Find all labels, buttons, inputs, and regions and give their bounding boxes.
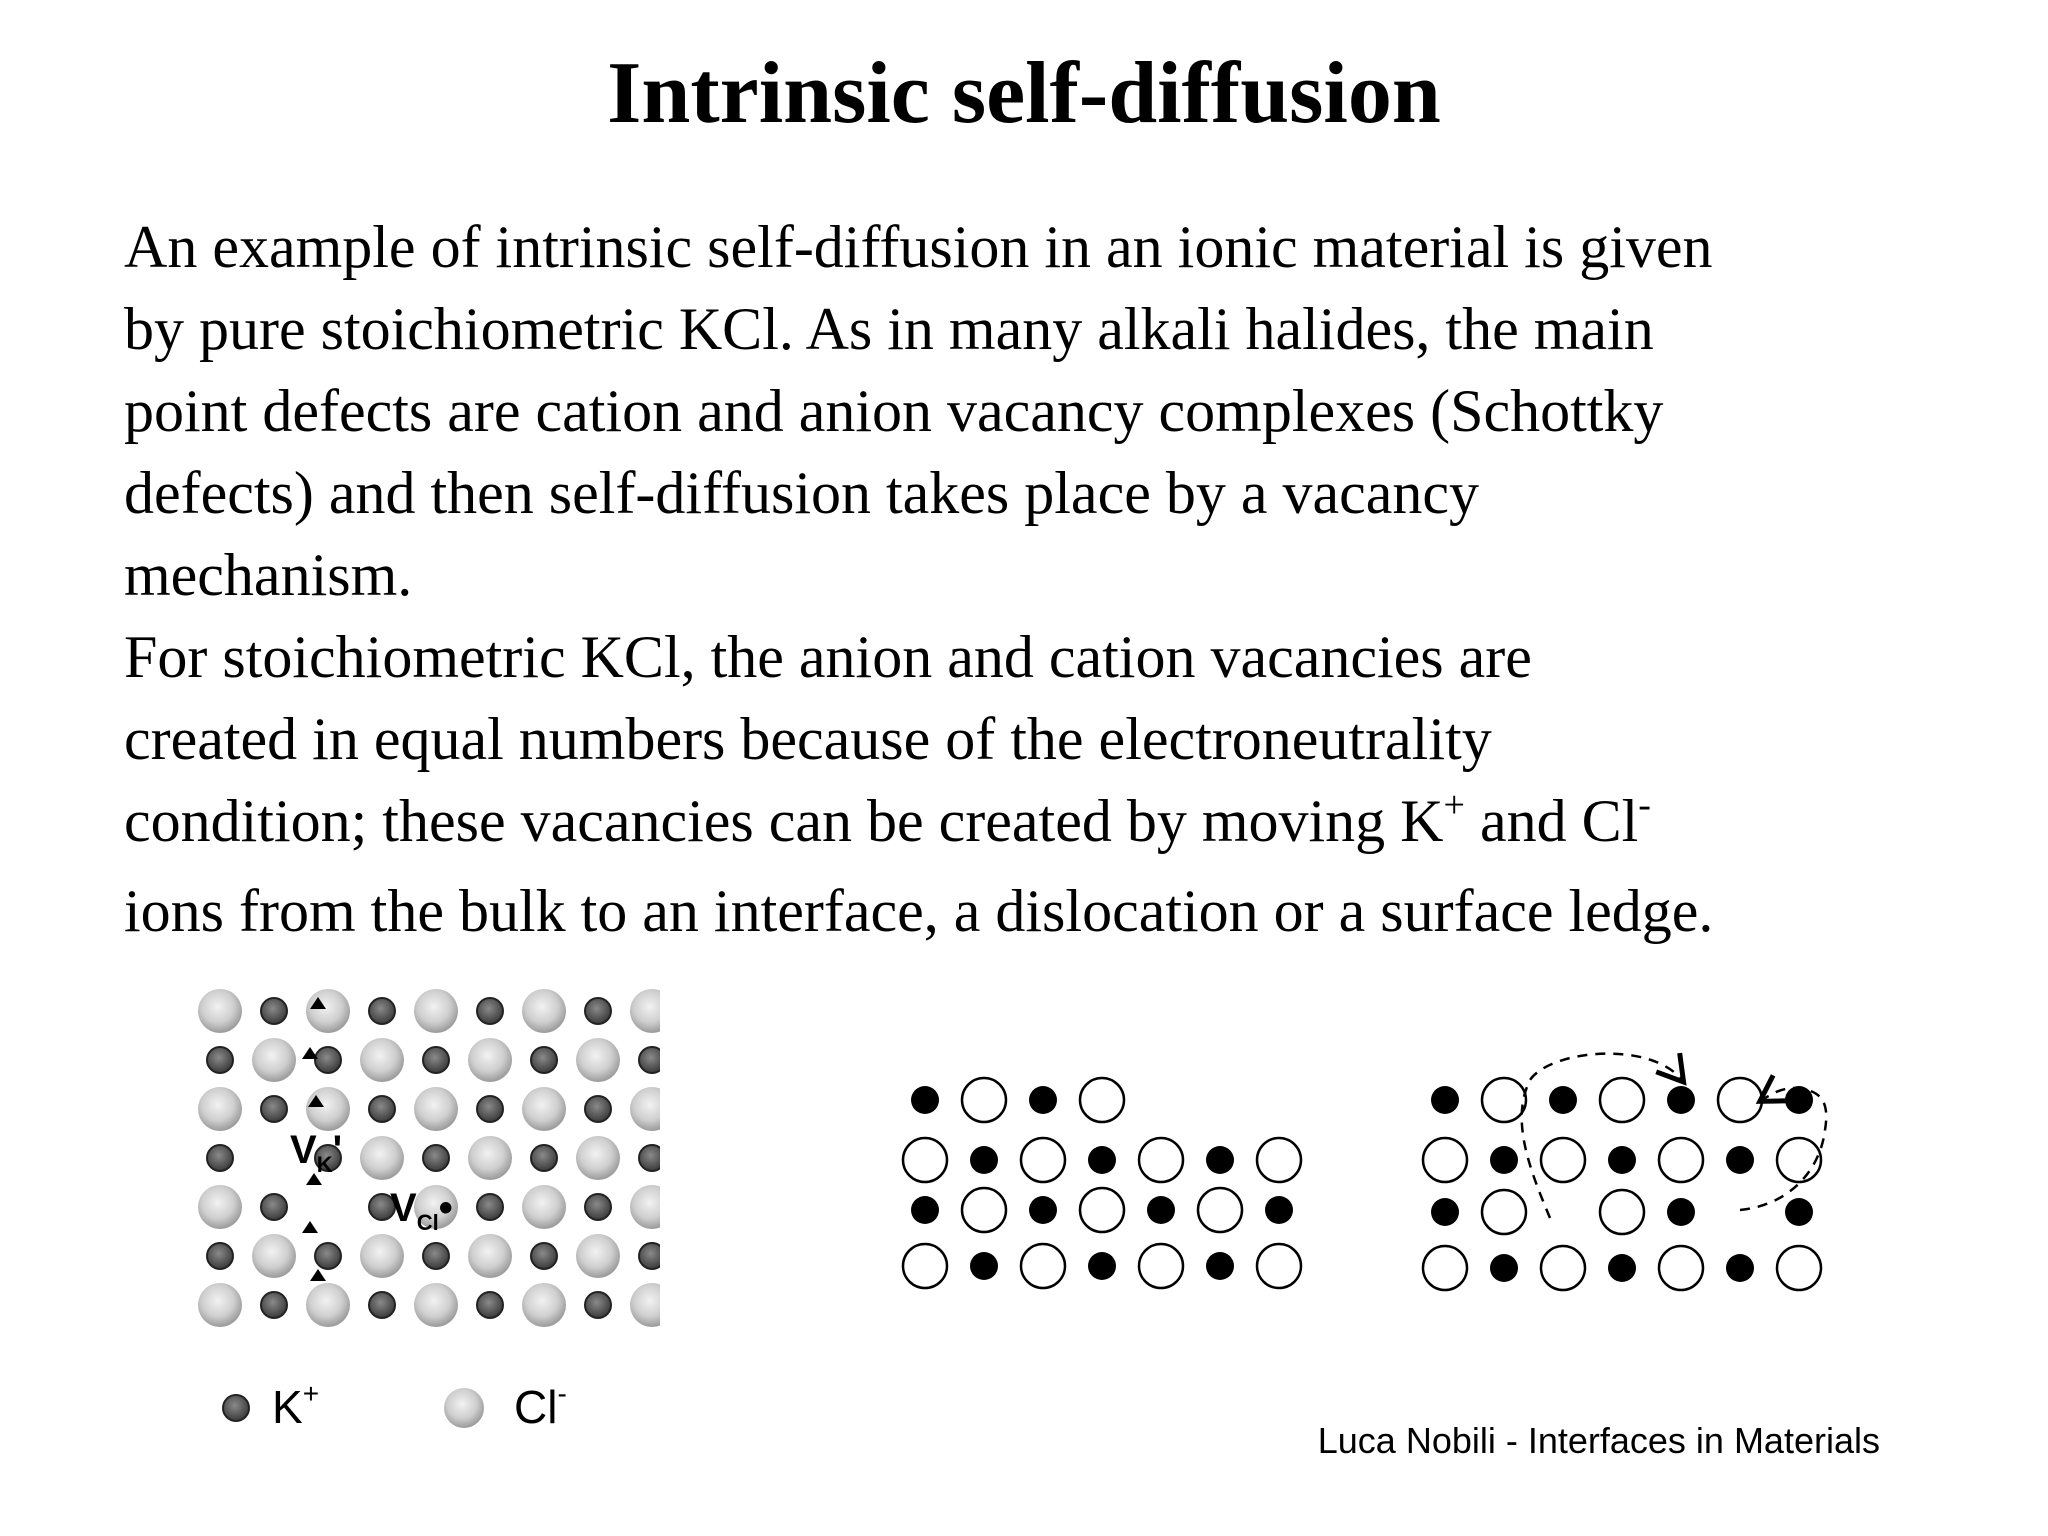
- cl-ion: [306, 1087, 350, 1131]
- k-ion: [369, 998, 395, 1024]
- cl-ion: [252, 1038, 296, 1082]
- cl-ion: [414, 1283, 458, 1327]
- anion-circle: [1021, 1138, 1065, 1182]
- cl-ion: [468, 1136, 512, 1180]
- anion-circle: [1198, 1188, 1242, 1232]
- anion-circle: [1600, 1190, 1644, 1234]
- paragraph-1-line: mechanism.: [124, 542, 413, 608]
- k-ion: [315, 1047, 341, 1073]
- k-ion: [531, 1047, 557, 1073]
- anion-circle: [1659, 1246, 1703, 1290]
- cl-ion: [360, 1234, 404, 1278]
- k-ion: [477, 998, 503, 1024]
- vacancy-k-label: $V_K'$: [290, 1128, 343, 1177]
- cl-ion: [630, 989, 660, 1033]
- cl-ion: [576, 1234, 620, 1278]
- cation-dot: [1029, 1196, 1057, 1224]
- k-charge-sup: +: [1443, 784, 1465, 826]
- k-ion-legend-label: K+: [272, 1378, 320, 1433]
- paragraph-1-line: point defects are cation and anion vacancy complexes (Schottky: [124, 378, 1664, 444]
- k-ion-jump-arrow: [1522, 1054, 1682, 1218]
- cation-dot: [1147, 1196, 1175, 1224]
- k-ion: [369, 1096, 395, 1122]
- cation-dot: [1088, 1252, 1116, 1280]
- cation-dot: [1785, 1198, 1813, 1226]
- cl-ion: [414, 989, 458, 1033]
- k-ion: [531, 1243, 557, 1269]
- cation-dot: [911, 1196, 939, 1224]
- cation-dot: [911, 1086, 939, 1114]
- cl-ion: [198, 1283, 242, 1327]
- cl-ion: [522, 1185, 566, 1229]
- cation-dot: [1431, 1086, 1459, 1114]
- cation-dot: [970, 1146, 998, 1174]
- anion-circle: [1139, 1244, 1183, 1288]
- surface-ledge-diagram-after: [1400, 1020, 1900, 1310]
- k-ion: [207, 1047, 233, 1073]
- cation-dot: [1029, 1086, 1057, 1114]
- surface-ledge-diagram-before: [880, 1070, 1320, 1310]
- cation-dot: [970, 1252, 998, 1280]
- cation-dot: [1206, 1252, 1234, 1280]
- anion-circle: [1482, 1190, 1526, 1234]
- k-ion: [261, 1292, 287, 1318]
- k-ion: [369, 1292, 395, 1318]
- k-ion: [639, 1145, 660, 1171]
- cl-ion: [306, 989, 350, 1033]
- anion-circle: [1257, 1244, 1301, 1288]
- paragraph-1-line: defects) and then self-diffusion takes place by a vacancy: [124, 460, 1479, 526]
- k-ion: [585, 1096, 611, 1122]
- lattice-dots: [1423, 1078, 1821, 1290]
- anion-circle: [1718, 1078, 1762, 1122]
- anion-circle: [903, 1138, 947, 1182]
- anion-circle: [1257, 1138, 1301, 1182]
- anion-circle: [962, 1078, 1006, 1122]
- cation-dot: [1726, 1146, 1754, 1174]
- anion-circle: [1777, 1246, 1821, 1290]
- kcl-lattice-diagram: [180, 975, 660, 1355]
- text-run: and Cl: [1464, 788, 1639, 854]
- cl-ion: [198, 1185, 242, 1229]
- cation-dot: [1088, 1146, 1116, 1174]
- cl-ion-legend-icon: [440, 1384, 488, 1432]
- footer-credit: Luca Nobili - Interfaces in Materials: [1317, 1420, 1880, 1461]
- cl-ion: [306, 1283, 350, 1327]
- cation-dot: [1490, 1254, 1518, 1282]
- anion-circle: [1777, 1138, 1821, 1182]
- paragraph-2-line: For stoichiometric KCl, the anion and cation vacancies are: [124, 624, 1532, 690]
- vacancy-cl-label: $V_{Cl}•$: [390, 1186, 453, 1235]
- k-ion-legend-icon: [218, 1390, 254, 1426]
- cl-ion: [252, 1234, 296, 1278]
- k-ion: [423, 1047, 449, 1073]
- anion-circle: [1541, 1246, 1585, 1290]
- cation-dot: [1726, 1254, 1754, 1282]
- k-ion: [261, 1096, 287, 1122]
- k-ion: [639, 1047, 660, 1073]
- k-ion: [207, 1243, 233, 1269]
- cation-dot: [1667, 1086, 1695, 1114]
- lattice-ions: [198, 989, 660, 1327]
- cl-ion: [630, 1087, 660, 1131]
- polarization-marker: [310, 1269, 326, 1281]
- cl-ion: [468, 1234, 512, 1278]
- paragraph-2: [124, 616, 1964, 952]
- cation-dot: [1608, 1254, 1636, 1282]
- k-ion: [261, 998, 287, 1024]
- cl-ion: [630, 1185, 660, 1229]
- polarization-marker: [302, 1221, 318, 1233]
- cation-dot: [1206, 1146, 1234, 1174]
- k-ion: [639, 1243, 660, 1269]
- paragraph-1: [124, 206, 1964, 616]
- polarization-marker: [302, 1047, 318, 1059]
- k-ion: [585, 1194, 611, 1220]
- cation-dot: [1549, 1086, 1577, 1114]
- cl-ion: [576, 1136, 620, 1180]
- k-ion: [423, 1145, 449, 1171]
- text-run: condition; these vacancies can be created by moving K: [124, 788, 1444, 854]
- anion-circle: [1080, 1078, 1124, 1122]
- cl-ion: [468, 1038, 512, 1082]
- cl-ion: [198, 989, 242, 1033]
- cl-ion: [414, 1087, 458, 1131]
- cation-dot: [1785, 1086, 1813, 1114]
- cation-dot: [1667, 1198, 1695, 1226]
- anion-circle: [1139, 1138, 1183, 1182]
- cation-dot: [1431, 1198, 1459, 1226]
- cation-dot: [1490, 1146, 1518, 1174]
- anion-circle: [1021, 1244, 1065, 1288]
- anion-circle: [962, 1188, 1006, 1232]
- anion-circle: [1423, 1138, 1467, 1182]
- paragraph-1-line: by pure stoichiometric KCl. As in many alkali halides, the main: [124, 296, 1654, 362]
- k-ion: [477, 1292, 503, 1318]
- cl-charge-sup: -: [1638, 784, 1651, 826]
- cl-ion: [630, 1283, 660, 1327]
- paragraph-2-line: [124, 780, 1964, 870]
- cl-ion: [576, 1038, 620, 1082]
- anion-circle: [1423, 1246, 1467, 1290]
- k-ion: [261, 1194, 287, 1220]
- k-ion: [207, 1145, 233, 1171]
- cl-ion: [360, 1038, 404, 1082]
- paragraph-2-line: ions from the bulk to an interface, a dislocation or a surface ledge.: [124, 878, 1714, 944]
- cl-ion: [522, 1283, 566, 1327]
- cation-dot: [1608, 1146, 1636, 1174]
- cation-dot: [1265, 1196, 1293, 1224]
- cl-ion: [522, 1087, 566, 1131]
- cl-ion-legend-label: Cl-: [514, 1378, 567, 1433]
- paragraph-1-line: An example of intrinsic self-diffusion in an ionic material is given: [124, 214, 1713, 280]
- cl-ion: [522, 989, 566, 1033]
- k-ion: [585, 1292, 611, 1318]
- anion-circle: [1600, 1078, 1644, 1122]
- slide-title: Intrinsic self-diffusion: [607, 45, 1441, 142]
- cl-ion: [198, 1087, 242, 1131]
- body-text: [124, 206, 1964, 952]
- cl-ion: [360, 1136, 404, 1180]
- anion-circle: [1659, 1138, 1703, 1182]
- anion-circle: [1482, 1078, 1526, 1122]
- k-ion: [477, 1194, 503, 1220]
- lattice-dots: [903, 1078, 1301, 1288]
- k-ion: [585, 998, 611, 1024]
- k-ion: [477, 1096, 503, 1122]
- anion-circle: [903, 1244, 947, 1288]
- anion-circle: [1080, 1188, 1124, 1232]
- k-ion: [423, 1243, 449, 1269]
- paragraph-2-line: created in equal numbers because of the electroneutrality: [124, 706, 1492, 772]
- anion-circle: [1541, 1138, 1585, 1182]
- k-ion: [531, 1145, 557, 1171]
- k-ion: [315, 1243, 341, 1269]
